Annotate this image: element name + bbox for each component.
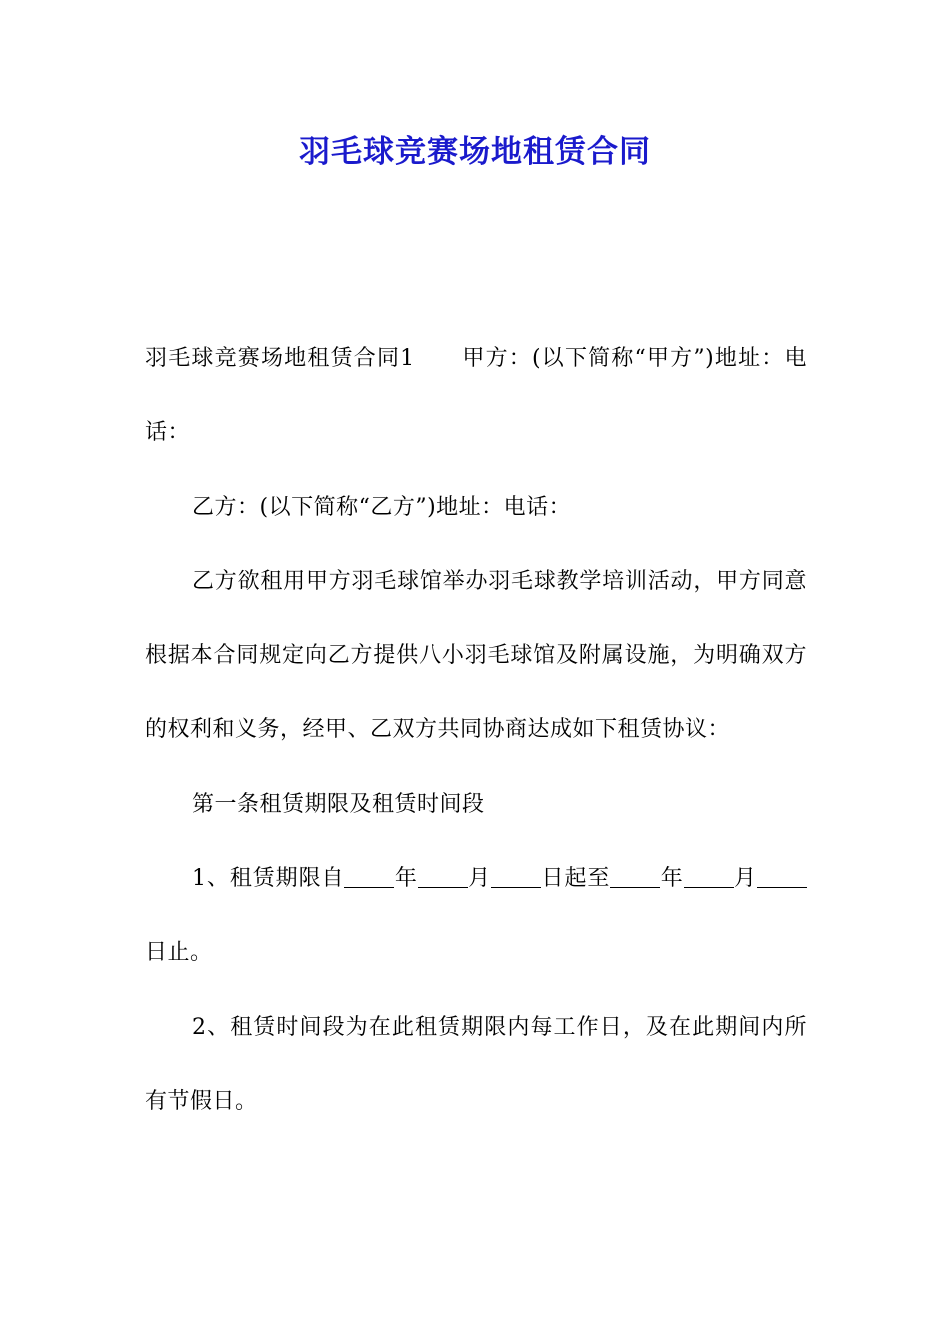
preamble-paragraph: 乙方欲租用甲方羽毛球馆举办羽毛球教学培训活动，甲方同意根据本合同规定向乙方提供八小羽毛球馆及附属设施，为明确双方的权利和义务，经甲、乙双方共同协商达成如下租赁协议： (145, 568, 807, 743)
clause-2: 2、租赁时间段为在此租赁期限内每工作日，及在此期间内所有节假日。 (145, 1014, 807, 1114)
blank-field (684, 886, 734, 888)
blank-field (610, 886, 660, 888)
document-title: 羽毛球竞赛场地租赁合同 (299, 134, 651, 170)
intro-heading: 羽毛球竞赛场地租赁合同1 (145, 346, 415, 371)
document-body (145, 322, 807, 1139)
blank-field (418, 886, 468, 888)
blank-field (757, 886, 807, 888)
intro-paragraph (145, 322, 807, 471)
article-1-heading: 第一条租赁期限及租赁时间段 (192, 791, 485, 817)
party-b-line: 乙方：(以下简称“乙方”)地址：电话： (192, 494, 572, 520)
party-a-line: 甲方：(以下简称“甲方”)地址：电话： (145, 346, 807, 446)
blank-field (491, 886, 541, 888)
clause-1: 1、租赁期限自 年 月 日起至 年 月日止。 (145, 842, 807, 991)
blank-field (344, 886, 394, 888)
